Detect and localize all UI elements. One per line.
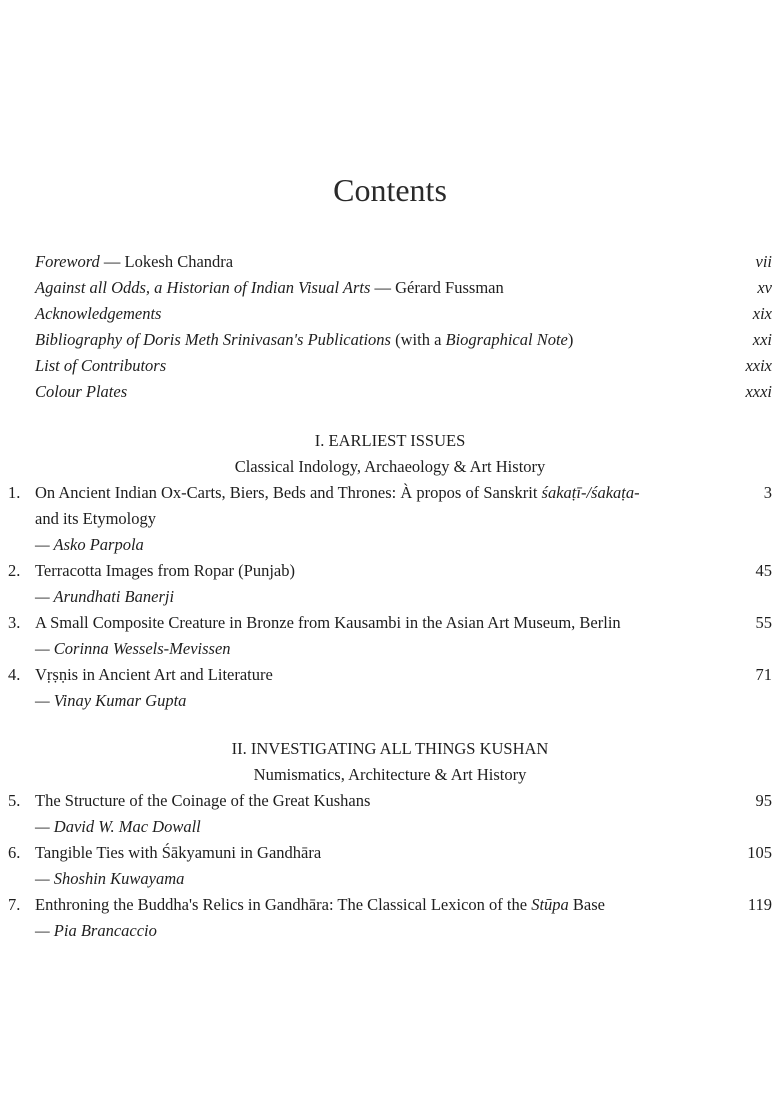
entry-number: 2. <box>8 561 21 580</box>
toc-entry-line <box>0 506 780 532</box>
front-matter-list <box>0 249 780 405</box>
author-name: — Vinay Kumar Gupta <box>35 691 187 710</box>
author-name: — Corinna Wessels-Mevissen <box>35 639 231 658</box>
title-segment: Base <box>568 895 605 914</box>
page-number: 119 <box>747 895 772 914</box>
author-name: — Shoshin Kuwayama <box>35 869 185 888</box>
entry-author <box>0 584 780 610</box>
toc-entry-line <box>0 840 780 866</box>
entry-title <box>35 892 605 918</box>
title-segment: Enthroning the Buddha's Relics in Gandhāra: The Classical Lexicon of the <box>35 895 532 914</box>
page-title: Contents <box>333 172 447 208</box>
page-number: xxi <box>752 330 772 349</box>
entry-title <box>35 379 127 405</box>
title-segment: (with a <box>390 330 446 349</box>
title-segment: Vṛṣṇis in Ancient Art and Literature <box>35 665 273 684</box>
page-number: xix <box>752 304 772 323</box>
toc-entry <box>0 327 780 353</box>
entry-author <box>0 532 780 558</box>
entry-title <box>35 275 504 301</box>
title-segment: Foreword <box>35 252 100 271</box>
toc-entry-line <box>0 558 780 584</box>
toc-entry <box>0 275 780 301</box>
page-number: 71 <box>755 665 772 684</box>
page-number: vii <box>755 252 772 271</box>
title-segment: The Structure of the Coinage of the Great Kushans <box>35 791 371 810</box>
entry-title <box>35 480 640 506</box>
title-segment: — Gérard Fussman <box>370 278 504 297</box>
title-segment: A Small Composite Creature in Bronze from Kausambi in the Asian Art Museum, Berlin <box>35 613 621 632</box>
entry-number: 1. <box>8 483 21 502</box>
toc-entry <box>0 249 780 275</box>
page-number: xxxi <box>745 382 772 401</box>
entry-number: 5. <box>8 791 21 810</box>
page-number: xxix <box>745 356 772 375</box>
entry-number: 7. <box>8 895 21 914</box>
title-segment: Tangible Ties with Śākyamuni in Gandhāra <box>35 843 322 862</box>
page-number: 95 <box>755 791 772 810</box>
entry-title <box>35 301 161 327</box>
title-segment: Biographical Note <box>445 330 568 349</box>
entry-author <box>0 688 780 714</box>
title-segment: Bibliography of Doris Meth Srinivasan's Publications <box>35 330 391 349</box>
title-segment: List of Contributors <box>35 356 167 375</box>
title-segment: śakaṭī-/śakaṭa- <box>541 483 640 502</box>
entry-title <box>35 662 273 688</box>
author-name: — Arundhati Banerji <box>35 587 175 606</box>
entry-number: 4. <box>8 665 21 684</box>
entry-author <box>0 866 780 892</box>
page-number: xv <box>757 278 772 297</box>
title-segment: Terracotta Images from Ropar (Punjab) <box>35 561 295 580</box>
page-number: 105 <box>747 843 772 862</box>
title-segment: — Lokesh Chandra <box>99 252 234 271</box>
title-segment: ) <box>567 330 574 349</box>
entry-number: 3. <box>8 613 21 632</box>
toc-entry <box>0 353 780 379</box>
toc-entry-line <box>0 662 780 688</box>
title-segment: and its Etymology <box>35 509 156 528</box>
toc-entry-line <box>0 892 780 918</box>
section-heading: II. INVESTIGATING ALL THINGS KUSHAN <box>231 739 549 758</box>
toc-entry-line <box>0 610 780 636</box>
entry-title <box>35 327 573 353</box>
author-name: — David W. Mac Dowall <box>35 817 201 836</box>
entry-title <box>35 353 166 379</box>
section-subheading: Numismatics, Architecture & Art History <box>253 765 527 784</box>
toc-entry <box>0 379 780 405</box>
page-number: 55 <box>755 613 772 632</box>
entry-title <box>35 840 321 866</box>
section-kushan <box>0 736 780 944</box>
author-name: — Pia Brancaccio <box>35 921 157 940</box>
section-heading: I. EARLIEST ISSUES <box>314 431 466 450</box>
title-segment: Colour Plates <box>35 382 128 401</box>
author-name: — Asko Parpola <box>35 535 144 554</box>
toc-entry-line <box>0 788 780 814</box>
toc-entry <box>0 301 780 327</box>
entry-author <box>0 814 780 840</box>
entry-author <box>0 636 780 662</box>
entry-number: 6. <box>8 843 21 862</box>
entry-title <box>35 610 621 636</box>
entry-title <box>35 788 370 814</box>
title-segment: Acknowledgements <box>35 304 162 323</box>
entry-title <box>35 558 295 584</box>
page-number: 45 <box>755 561 772 580</box>
section-subheading: Classical Indology, Archaeology & Art History <box>234 457 546 476</box>
title-segment: Against all Odds, a Historian of Indian Visual Arts <box>35 278 371 297</box>
toc-entry-line <box>0 480 780 506</box>
entry-author <box>0 918 780 944</box>
title-segment: Stūpa <box>531 895 569 914</box>
entry-title <box>35 249 233 275</box>
page-number: 3 <box>763 483 772 502</box>
entry-title <box>35 506 156 532</box>
title-segment: On Ancient Indian Ox-Carts, Biers, Beds and Thrones: À propos of Sanskrit <box>35 483 542 502</box>
section-earliest-issues <box>0 428 780 714</box>
